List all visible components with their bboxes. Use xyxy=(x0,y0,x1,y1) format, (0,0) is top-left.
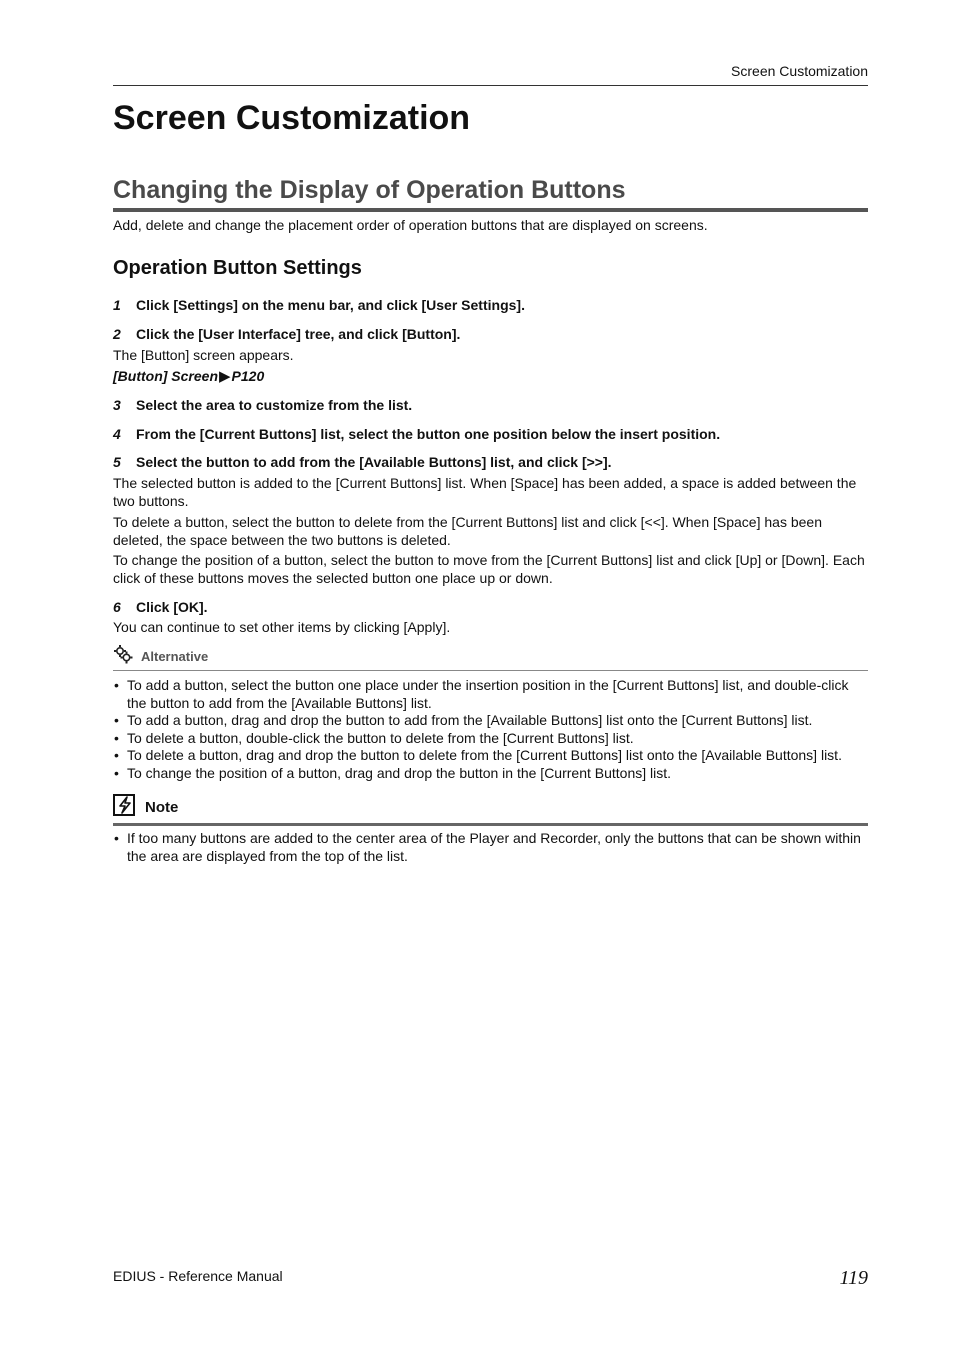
step-5 xyxy=(113,454,612,470)
step-text: Select the area to customize from the list. xyxy=(136,397,413,413)
list-item: • If too many buttons are added to the center area of the Player and Recorder, only the buttons that can be shown within the area are displayed from the top of the list. xyxy=(113,830,868,865)
list-item: • To change the position of a button, drag and drop the button in the [Current Buttons] list. xyxy=(113,765,868,783)
step-number: 1 xyxy=(113,297,121,313)
chapter-title: Screen Customization xyxy=(113,99,471,137)
step-2-body: The [Button] screen appears. xyxy=(113,347,294,363)
running-header: Screen Customization xyxy=(731,63,868,79)
note-label: Note xyxy=(145,799,179,816)
xref-label: [Button] Screen xyxy=(113,368,218,384)
step-number: 3 xyxy=(113,397,121,413)
alternative-rule xyxy=(113,670,868,671)
step-1 xyxy=(113,297,525,313)
section-intro: Add, delete and change the placement order of operation buttons that are displayed on screens. xyxy=(113,217,708,233)
step-5-paragraph: To delete a button, select the button to delete from the [Current Buttons] list and click [<<]. When [Space] has been deleted, the space between the two buttons is deleted. xyxy=(113,514,822,548)
note-header xyxy=(113,794,178,821)
step-number: 6 xyxy=(113,599,121,615)
alternative-label: Alternative xyxy=(141,649,209,664)
step-5-paragraph: The selected button is added to the [Current Buttons] list. When [Space] has been added, a space is added between the two buttons. xyxy=(113,475,857,509)
list-item: • To add a button, select the button one place under the insertion position in the [Current Buttons] list, and double-click the button to add from the [Available Buttons] list. xyxy=(113,677,868,712)
gears-icon xyxy=(113,644,133,669)
step-text: Click the [User Interface] tree, and click [Button]. xyxy=(136,326,461,342)
list-item: • To delete a button, drag and drop the button to delete from the [Current Buttons] list onto the [Available Buttons] list. xyxy=(113,747,868,765)
step-number: 4 xyxy=(113,426,121,442)
step-text: From the [Current Buttons] list, select the button one position below the insert position. xyxy=(136,426,721,442)
xref-page: P120 xyxy=(231,368,265,384)
header-rule xyxy=(113,85,868,86)
list-item: • To add a button, drag and drop the button to add from the [Available Buttons] list onto the [Current Buttons] list. xyxy=(113,712,868,730)
footer-manual-title: EDIUS - Reference Manual xyxy=(113,1268,283,1284)
alternative-header xyxy=(113,644,208,669)
step-number: 2 xyxy=(113,326,121,342)
page-number: 119 xyxy=(839,1267,868,1289)
step-4 xyxy=(113,426,720,442)
alternative-list xyxy=(113,677,868,783)
step-text: Click [Settings] on the menu bar, and click [User Settings]. xyxy=(136,297,525,313)
arrow-right-icon: ▶ xyxy=(219,368,231,385)
step-number: 5 xyxy=(113,454,121,470)
step-text: Select the button to add from the [Available Buttons] list, and click [>>]. xyxy=(136,454,612,470)
step-3 xyxy=(113,397,412,413)
subsection-title: Operation Button Settings xyxy=(113,257,362,279)
section-title: Changing the Display of Operation Buttons xyxy=(113,176,626,204)
step-2 xyxy=(113,326,460,342)
step-6-body: You can continue to set other items by clicking [Apply]. xyxy=(113,619,451,635)
step-5-paragraph: To change the position of a button, select the button to move from the [Current Buttons] list and click [Up] or [Down]. Each click of these buttons moves the selected button one place up or down. xyxy=(113,552,865,586)
note-icon xyxy=(113,794,137,821)
cross-reference-link[interactable] xyxy=(113,367,264,385)
note-list xyxy=(113,830,868,865)
note-rule xyxy=(113,823,868,826)
step-text: Click [OK]. xyxy=(136,599,208,615)
list-item: • To delete a button, double-click the button to delete from the [Current Buttons] list. xyxy=(113,730,868,748)
step-6 xyxy=(113,599,208,615)
section-rule xyxy=(113,208,868,212)
